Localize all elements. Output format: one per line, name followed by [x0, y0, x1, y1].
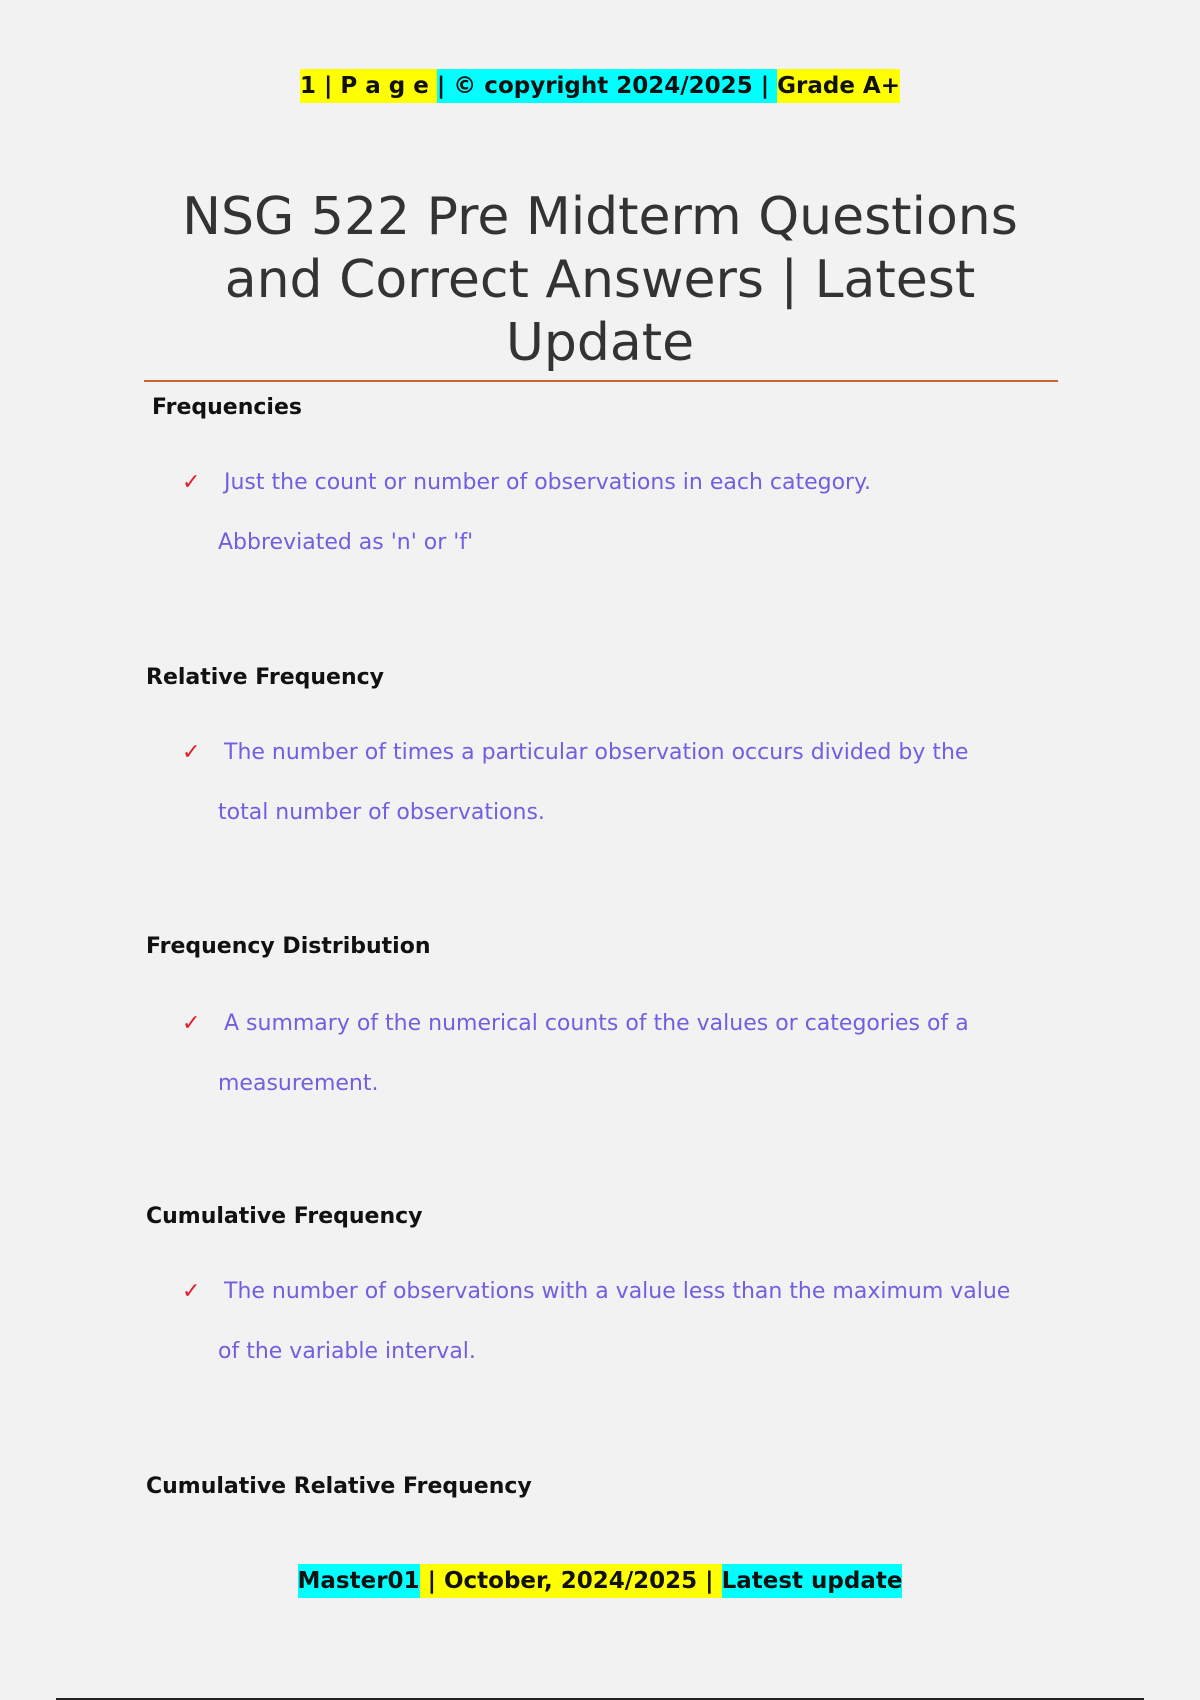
- definition-line-1: The number of times a particular observation occurs divided by the: [224, 740, 969, 765]
- status-label: Latest update: [722, 1564, 903, 1598]
- page-header: [0, 73, 1200, 99]
- definition-frequency-distribution: [182, 994, 1062, 1114]
- definition-line-2: measurement.: [218, 1071, 379, 1096]
- copyright-label: | © copyright 2024/2025 |: [437, 69, 777, 103]
- date-label: | October, 2024/2025 |: [420, 1564, 722, 1598]
- title-line-3: Update: [505, 313, 695, 373]
- definition-line-2: total number of observations.: [218, 800, 545, 825]
- check-icon: ✓: [182, 1011, 201, 1036]
- definition-line-1: The number of observations with a value less than the maximum value: [224, 1279, 1011, 1304]
- term-frequencies: Frequencies: [152, 395, 302, 420]
- term-frequency-distribution: Frequency Distribution: [146, 934, 431, 959]
- check-icon: ✓: [182, 1279, 201, 1304]
- check-icon: ✓: [182, 470, 201, 495]
- term-relative-frequency: Relative Frequency: [146, 665, 384, 690]
- definition-frequencies: [182, 453, 1062, 573]
- author-label: Master01: [298, 1564, 420, 1598]
- check-icon: ✓: [182, 740, 201, 765]
- grade-label: Grade A+: [777, 69, 900, 103]
- definition-relative-frequency: [182, 723, 1062, 843]
- page-footer: [0, 1568, 1200, 1594]
- definition-line-2: Abbreviated as 'n' or 'f': [218, 530, 474, 555]
- title-divider: [144, 380, 1058, 382]
- page-number-label: 1 | P a g e: [300, 69, 437, 103]
- definition-cumulative-frequency: [182, 1262, 1062, 1382]
- definition-line-2: of the variable interval.: [218, 1339, 476, 1364]
- term-cumulative-frequency: Cumulative Frequency: [146, 1204, 423, 1229]
- definition-line-1: A summary of the numerical counts of the values or categories of a: [224, 1011, 969, 1036]
- term-cumulative-relative-frequency: Cumulative Relative Frequency: [146, 1474, 532, 1499]
- title-line-2: and Correct Answers | Latest: [224, 250, 976, 310]
- definition-line-1: Just the count or number of observations in each category.: [224, 470, 871, 495]
- document-title: [150, 186, 1050, 375]
- title-line-1: NSG 522 Pre Midterm Questions: [182, 187, 1018, 247]
